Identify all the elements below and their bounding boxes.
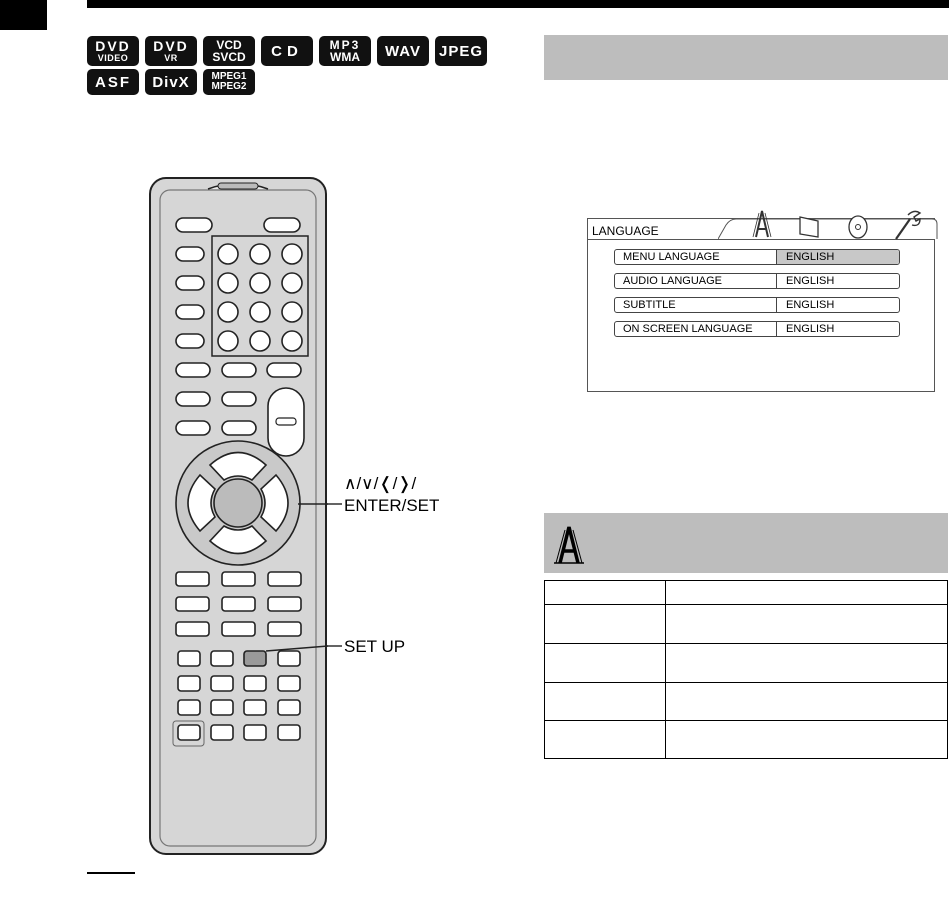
dvd-vr-badge-line2: VR [164,53,178,63]
cd-badge [261,36,313,66]
table-row [545,605,948,644]
vcd-svcd-badge-line1: VCD [216,38,242,52]
language-menu-screen [587,218,935,392]
table-cell [545,683,666,721]
table-cell [666,721,948,759]
osd-row-label: ON SCREEN LANGUAGE [615,322,777,336]
table-row [545,721,948,759]
osd-row-subtitle[interactable] [614,297,900,313]
callout-cursor-keys: ∧/∨/❬/❭/ [344,474,417,493]
language-icon [552,523,586,565]
osd-row-on-screen-language[interactable] [614,321,900,337]
language-settings-table [544,580,948,759]
language-section-bar [544,513,948,573]
osd-row-label: MENU LANGUAGE [615,250,777,264]
mpeg-badge [203,69,255,95]
osd-row-label: AUDIO LANGUAGE [615,274,777,288]
top-rule [87,0,949,8]
dvd-vr-badge-line1: DVD [153,38,189,54]
table-row [545,581,948,605]
table-cell [666,581,948,605]
section-heading-bar [544,35,948,80]
osd-row-value: ENGLISH [786,275,835,287]
asf-badge [87,69,139,95]
osd-row-label: SUBTITLE [615,298,777,312]
callout-leaders [326,500,342,650]
mpeg-badge-line1: MPEG1 [211,71,247,82]
table-cell [666,683,948,721]
callout-enter-set: ENTER/SET [344,496,440,515]
jpeg-badge [435,36,487,66]
osd-row-value: ENGLISH [777,250,899,264]
asf-badge-line1: ASF [95,73,131,91]
dvd-vr-badge [145,36,197,66]
osd-row-audio-language[interactable] [614,273,900,289]
mp3-wma-badge-line1: MP3 [329,38,361,52]
dvd-video-badge-line1: DVD [95,38,131,54]
osd-title: LANGUAGE [592,224,659,238]
footer-rule [87,872,135,874]
page-corner-tab [0,0,47,30]
table-cell [666,644,948,683]
vcd-svcd-badge [203,36,255,66]
table-cell [545,644,666,683]
divx-badge [145,69,197,95]
dvd-video-badge [87,36,139,66]
table-cell [545,605,666,644]
cd-badge-line1: CD [271,42,303,60]
table-cell [545,721,666,759]
picture-icon [800,217,818,237]
osd-row-menu-language[interactable] [614,249,900,265]
table-cell [545,581,666,605]
table-cell [666,605,948,644]
wav-badge [377,36,429,66]
remote-control-illustration [148,176,328,858]
osd-row-value: ENGLISH [786,323,835,335]
mp3-wma-badge [319,36,371,66]
dvd-video-badge-line2: VIDEO [97,53,129,63]
osd-tab-strip [718,207,938,241]
osd-row-value: ENGLISH [786,299,835,311]
mp3-wma-badge-line2: WMA [330,50,360,64]
mpeg-badge-line2: MPEG2 [211,81,247,92]
divx-badge-line1: DivX [152,73,190,91]
audio-icon [849,216,867,238]
wav-badge-line1: WAV [384,42,422,60]
callout-set-up: SET UP [344,637,406,656]
jpeg-badge-line1: JPEG [438,42,484,60]
table-row [545,644,948,683]
vcd-svcd-badge-line2: SVCD [212,50,246,64]
table-row [545,683,948,721]
